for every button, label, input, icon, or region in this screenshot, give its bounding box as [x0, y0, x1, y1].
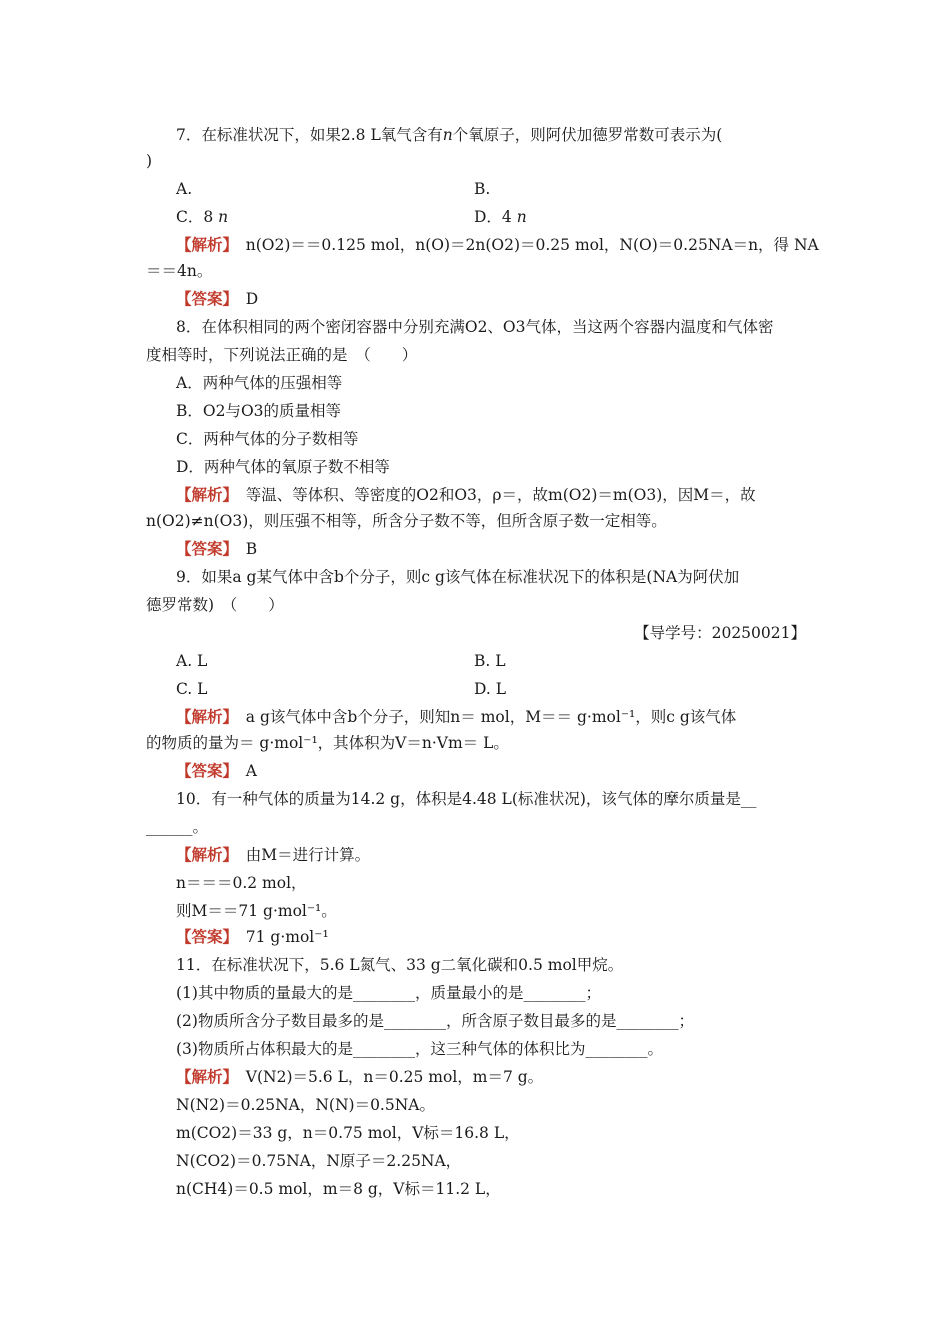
q9-analysis-line2: 的物质的量为＝ g·mol⁻¹，其体积为V＝n·Vm＝ L。	[146, 734, 509, 752]
q11-analysis-line1: 【解析】 V(N2)＝5.6 L，n＝0.25 mol，m＝7 g。	[176, 1067, 544, 1086]
q7-option-b: B.	[474, 180, 491, 198]
q10-answer: 【答案】 71 g·mol⁻¹	[176, 927, 329, 946]
q7-analysis-line1: 【解析】 n(O2)＝＝0.125 mol，n(O)＝2n(O2)＝0.25 mol，N(O)＝0.25NA＝n，得 NA	[176, 235, 819, 254]
q8-stem-line2: 度相等时，下列说法正确的是 （ ）	[146, 346, 418, 364]
q9-option-b: B. L	[474, 652, 506, 670]
q7-analysis-line2: ＝＝4n。	[146, 262, 213, 280]
answer-tag: 【答案】	[176, 289, 231, 308]
q8-answer: 【答案】 B	[176, 539, 258, 558]
q8-analysis-line2: n(O2)≠n(O3)，则压强不相等，所含分子数不等，但所含原子数一定相等。	[146, 512, 667, 530]
q7-stem-line2: )	[146, 152, 153, 170]
q7-option-d: D．4 n	[474, 208, 527, 226]
q11-part2: (2)物质所含分子数目最多的是________，所含原子数目最多的是________；	[176, 1012, 694, 1030]
q8-option-a: A．两种气体的压强相等	[176, 374, 343, 392]
answer-tag: 【答案】	[176, 927, 231, 946]
analysis-tag: 【解析】	[176, 1067, 231, 1086]
q11-part3: (3)物质所占体积最大的是________，这三种气体的体积比为________。	[176, 1040, 663, 1058]
analysis-tag: 【解析】	[176, 707, 231, 726]
q9-stem-line2: 德罗常数) （ ）	[146, 596, 284, 614]
q10-stem-line2: ______。	[146, 818, 209, 836]
q11-stem: 11．在标准状况下，5.6 L氮气、33 g二氧化碳和0.5 mol甲烷。	[176, 956, 624, 974]
q11-analysis-line2: N(N2)＝0.25NA，N(N)＝0.5NA。	[176, 1096, 435, 1114]
analysis-tag: 【解析】	[176, 845, 231, 864]
guide-number: 【导学号：20250021】	[634, 624, 806, 642]
q11-analysis-line3: m(CO2)＝33 g，n＝0.75 mol，V标＝16.8 L，	[176, 1124, 520, 1142]
q7-answer: 【答案】 D	[176, 289, 259, 308]
q10-analysis-line1: 【解析】 由M＝进行计算。	[176, 845, 371, 864]
q9-option-c: C. L	[176, 680, 208, 698]
answer-tag: 【答案】	[176, 761, 231, 780]
q7-option-c: C．8 n	[176, 208, 229, 226]
q9-option-d: D. L	[474, 680, 507, 698]
q7-stem-line1: 7．在标准状况下，如果2.8 L氧气含有n个氧原子，则阿伏加德罗常数可表示为(	[176, 126, 723, 144]
q10-stem-line1: 10．有一种气体的质量为14.2 g，体积是4.48 L(标准状况)，该气体的摩尔质量是__	[176, 790, 757, 808]
q9-analysis-line1: 【解析】 a g该气体中含b个分子，则知n＝ mol，M＝＝ g·mol⁻¹，则c g该气体	[176, 707, 737, 726]
q10-analysis-line3: 则M＝＝71 g·mol⁻¹。	[176, 902, 337, 920]
q7-option-a: A.	[176, 180, 193, 198]
answer-tag: 【答案】	[176, 539, 231, 558]
q8-option-d: D．两种气体的氧原子数不相等	[176, 458, 390, 476]
q8-analysis-line1: 【解析】 等温、等体积、等密度的O2和O3，ρ＝，故m(O2)＝m(O3)，因M＝，故	[176, 485, 756, 504]
q10-analysis-line2: n＝＝＝0.2 mol，	[176, 874, 307, 892]
analysis-tag: 【解析】	[176, 235, 231, 254]
q11-analysis-line5: n(CH4)＝0.5 mol，m＝8 g，V标＝11.2 L，	[176, 1180, 501, 1198]
q11-part1: (1)其中物质的量最大的是________，质量最小的是________；	[176, 984, 601, 1002]
q8-stem-line1: 8．在体积相同的两个密闭容器中分别充满O2、O3气体，当这两个容器内温度和气体密	[176, 318, 774, 336]
q8-option-c: C．两种气体的分子数相等	[176, 430, 359, 448]
q9-option-a: A. L	[176, 652, 208, 670]
q8-option-b: B．O2与O3的质量相等	[176, 402, 342, 420]
q11-analysis-line4: N(CO2)＝0.75NA，N原子＝2.25NA，	[176, 1152, 462, 1170]
q9-answer: 【答案】 A	[176, 761, 257, 780]
q9-stem-line1: 9．如果a g某气体中含b个分子，则c g该气体在标准状况下的体积是(NA为阿伏加	[176, 568, 740, 586]
analysis-tag: 【解析】	[176, 485, 231, 504]
